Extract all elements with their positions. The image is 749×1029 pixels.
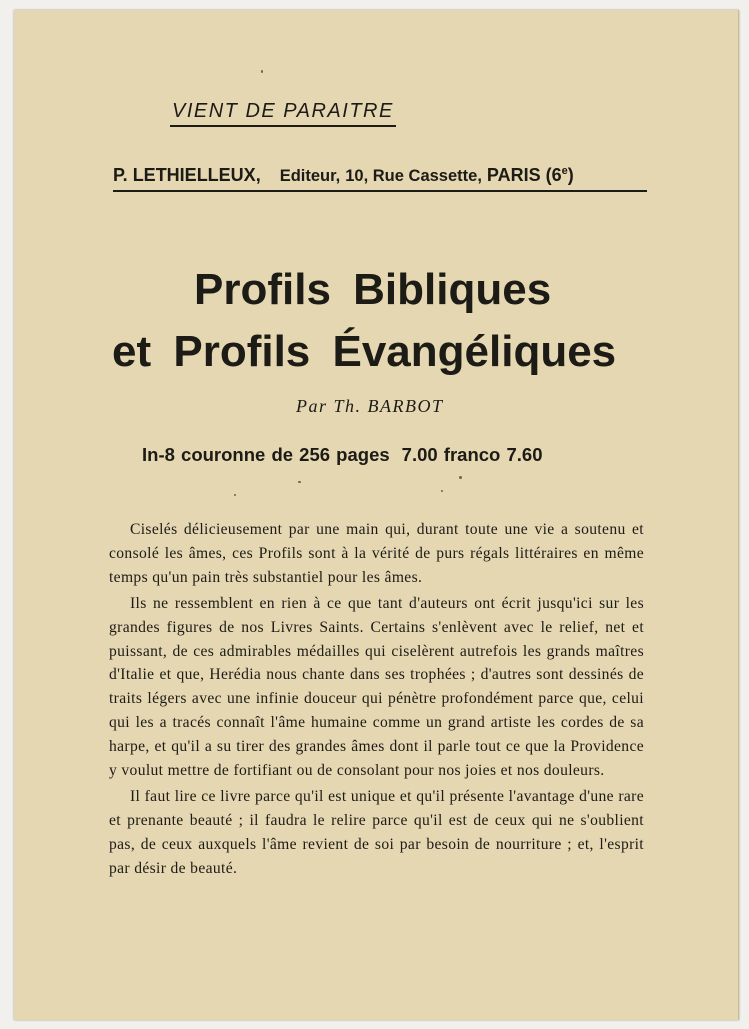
title-line-2: et Profils Évangéliques — [112, 327, 617, 376]
paragraph-2: Ils ne ressemblent en rien à ce que tant d'auteurs ont écrit jusqu'ici sur les grandes figures de nos Livres Saints. Certains s'enlèvent avec le relief, net et puissant, de ces admirables médailles qui ciselèrent autrefois les grands maîtres d'Italie et que, Herédia nous chante dans ses trophées ; d'autres sont dessinés de traits légers avec une infinie douceur qui pénètre profondément parce que, celui qui les a tracés connaît l'âme humaine comme un grand artiste les cordes de sa harpe, et qu'il a su tirer des grandes âmes dont il parle tout ce que la Providence y voulut mettre de fortifiant ou de consolant pour nos joies et nos douleurs. — [109, 594, 644, 780]
author-line: Par Th. BARBOT — [296, 396, 444, 416]
ink-speck — [234, 494, 236, 496]
flyer-page — [14, 10, 739, 1020]
ink-speck — [459, 476, 462, 479]
paragraph-1: Ciselés délicieusement par une main qui, durant toute une vie a soutenu et consolé les âmes, ces Profils sont à la vérité de purs régals littéraires en même temps qu'un pain très substantiel pour les âmes. — [109, 521, 644, 586]
description-body — [109, 518, 644, 883]
announcement-heading: VIENT DE PARAITRE — [170, 100, 396, 127]
publisher-city: PARIS — [486, 165, 541, 185]
ink-speck — [298, 481, 301, 483]
title-line-1: Profils Bibliques — [194, 265, 552, 314]
format-line — [142, 444, 543, 466]
publisher-role: Editeur, — [279, 167, 341, 185]
publisher-name: P. LETHIELLEUX, — [113, 165, 261, 185]
publisher-line — [113, 165, 647, 192]
publisher-district: (6e) — [545, 165, 574, 185]
format-description: In-8 couronne de 256 pages — [142, 444, 390, 465]
publisher-address: 10, Rue Cassette, — [345, 167, 482, 185]
ink-speck — [261, 70, 263, 73]
format-price: 7.00 franco 7.60 — [401, 444, 543, 465]
ink-speck — [441, 490, 443, 492]
paragraph-3: Il faut lire ce livre parce qu'il est unique et qu'il présente l'avantage d'une rare et prenante beauté ; il faudra le relire parce qu'il est de ceux qui ne s'oublient pas, de ceux auxquels l'âme revient de soi par besoin de nourriture ; et, l'esprit par désir de beauté. — [109, 787, 644, 877]
